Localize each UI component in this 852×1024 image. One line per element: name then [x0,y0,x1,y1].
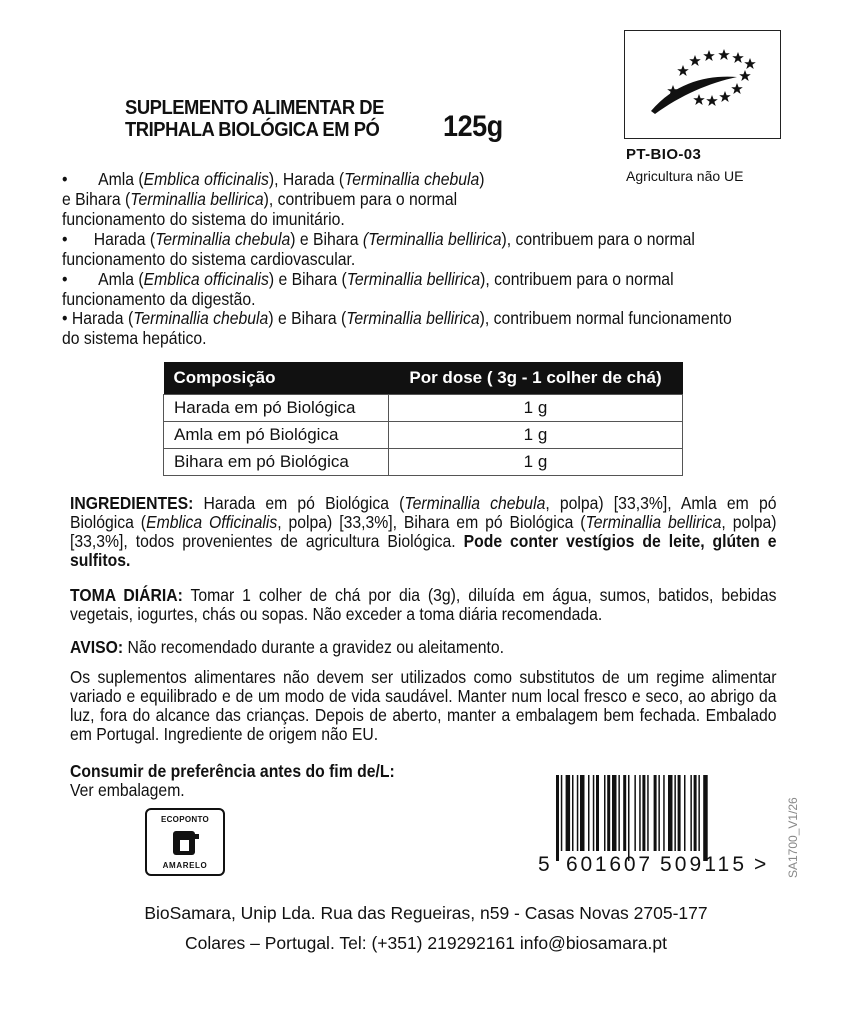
bullet: • [62,229,68,249]
product-title-line2: TRIPHALA BIOLÓGICA EM PÓ [125,119,380,141]
barcode-bar [654,775,657,851]
bullet: • [62,169,68,189]
ingredients-text: , polpa) [33,3%], Amla em pó Biológica ( [70,493,777,532]
barcode-bar [628,775,630,861]
organic-cert-origin: Agricultura não UE [626,168,744,184]
barcode-bar [703,775,708,861]
composition-table [163,362,683,476]
table-header-composition: Composição [164,362,389,395]
footer-address: BioSamara, Unip Lda. Rua das Regueiras, n59 - Casas Novas 2705-177 [144,903,708,923]
product-title-line1: SUPLEMENTO ALIMENTAR DE [125,97,384,119]
daily-dose-label: TOMA DIÁRIA: [70,585,183,605]
barcode-bar [690,775,692,851]
table-cell-ingredient: Bihara em pó Biológica [164,449,389,476]
recycling-bin-icon [145,808,225,876]
claim-text: funcionamento do sistema do imunitário. [62,209,345,229]
claim-species: Terminallia bellirica [346,269,481,289]
barcode-bar [694,775,697,851]
barcode-bar [674,775,676,851]
claim-species: Emblica officinalis [143,269,269,289]
table-header-row [164,362,683,395]
warning-text: Não recomendado durante a gravidez ou aleitamento. [123,637,504,657]
barcode-icon [538,775,768,873]
claim-species: Terminallia chebula [155,229,291,249]
table-cell-dose: 1 g [389,422,683,449]
claim-1 [62,169,539,229]
eu-organic-leaf-icon [624,30,781,139]
barcode-bar [612,775,617,851]
net-weight: 125g [443,110,503,143]
claim-text: ), contribuem para o normal [501,229,695,249]
barcode-bar [618,775,620,851]
claim-text: ), contribuem para o normal [480,269,674,289]
table-row [164,422,683,449]
barcode-bar [577,775,579,851]
claim-4 [62,308,787,348]
table-header-dose: Por dose ( 3g - 1 colher de chá) [389,362,683,395]
claim-text: Amla ( [98,269,144,289]
bin-glyph [169,827,203,857]
barcode-bar [663,775,665,851]
table-cell-ingredient: Harada em pó Biológica [164,395,389,422]
barcode-bar [580,775,585,851]
allergen-warning: Pode conter vestígios de leite, glúten e sulfitos. [70,531,777,570]
barcode-bar [642,775,645,851]
barcode-bar [561,775,563,851]
barcode-bar [596,775,599,851]
best-before-value: Ver embalagem. [70,780,185,800]
ingredients-species: Emblica Officinalis [146,512,278,532]
best-before-label: Consumir de preferência antes do fim de/L: [70,761,395,781]
claim-text: ) e Bihara [290,229,363,249]
barcode-bar [593,775,595,851]
table-row [164,449,683,476]
barcode-bars [538,775,768,873]
barcode-bar [668,775,673,851]
barcode-bar [566,775,571,851]
bullet: • [62,269,68,289]
barcode-bar [634,775,636,851]
ecoponto-top-label: ECOPONTO [160,815,210,824]
barcode-bar [572,775,574,851]
ecoponto-bottom-label: AMARELO [162,861,208,870]
claim-species: Terminallia chebula [344,169,480,189]
daily-dose-text: Tomar 1 colher de chá por dia (3g), diluída em água, sumos, batidos, bebidas vegetais, iogurtes, chás ou sopas. Não exceder a toma diária recomendada. [70,585,777,624]
product-title [125,97,384,141]
ingredients-text: , polpa) [33,3%], todos provenientes de agricultura Biológica. [70,512,777,551]
barcode-bar [607,775,610,851]
table-cell-dose: 1 g [389,395,683,422]
barcode-bar [623,775,626,851]
barcode-bar [684,775,686,851]
barcode-bar [698,775,700,851]
daily-dose-paragraph [70,586,777,624]
ingredients-paragraph [70,494,777,570]
claim-text: ) e Bihara ( [268,308,347,328]
barcode-bar [647,775,649,851]
disclaimer-paragraph [70,668,777,744]
claim-2 [62,229,787,269]
ingredients-species: Terminallia chebula [404,493,546,513]
barcode-end-mark: > [754,853,767,873]
barcode-bar [639,775,641,851]
claim-text: ), contribuem normal funcionamento [479,308,732,328]
claim-species: Emblica officinalis [143,169,269,189]
claim-text: ) e Bihara ( [268,269,347,289]
barcode-bar [658,775,660,851]
barcode-group-2: 509115 [660,853,744,873]
claim-species: (Terminallia bellirica [362,229,502,249]
claim-text: e Bihara ( [62,189,131,209]
ingredients-text: Harada em pó Biológica ( [193,493,405,513]
table-cell-ingredient: Amla em pó Biológica [164,422,389,449]
claim-text: ) [479,169,485,189]
claim-text: funcionamento da digestão. [62,289,256,309]
barcode-bar [588,775,590,851]
organic-cert-code: PT-BIO-03 [626,146,702,163]
claim-text: Harada ( [93,229,156,249]
warning-label: AVISO: [70,637,124,657]
bullet: • [62,308,68,328]
claim-text: ), contribuem para o normal [263,189,458,209]
disclaimer-text: Os suplementos alimentares não devem ser utilizados como substitutos de um regime alimentar variado e equilibrado e de um modo de vida saudável. Manter num local fresco e seco, ao abrigo da luz, fora do alcance das crianças. Depois de aberto, manter a embalagem bem fechada. Embalado em Portugal. Ingrediente de origem não EU. [70,667,777,744]
claim-text: Amla ( [98,169,144,189]
table-cell-dose: 1 g [389,449,683,476]
barcode-bar [604,775,606,851]
warning-paragraph [70,638,777,657]
claim-text: funcionamento do sistema cardiovascular. [62,249,356,269]
claim-3 [62,269,787,309]
barcode-group-1: 601607 [566,853,650,873]
ingredients-species: Terminallia bellirica [585,512,722,532]
label-version-ref: SA1700_V1/26 [786,797,800,878]
ingredients-label: INGREDIENTES: [70,493,194,513]
claim-species: Terminallia bellirica [130,189,264,209]
eu-leaf-svg [625,31,779,137]
barcode-first-digit: 5 [538,853,550,873]
ingredients-text: , polpa) [33,3%], Bihara em pó Biológica ( [277,512,586,532]
table-row [164,395,683,422]
claim-text: do sistema hepático. [62,328,207,348]
claim-species: Terminallia chebula [133,308,269,328]
claim-species: Terminallia bellirica [346,308,480,328]
barcode-bar [678,775,681,851]
claim-text: Harada ( [71,308,134,328]
claim-text: ), Harada ( [268,169,345,189]
footer-contact: Colares – Portugal. Tel: (+351) 219292161 info@biosamara.pt [185,933,667,953]
barcode-bar [556,775,559,861]
